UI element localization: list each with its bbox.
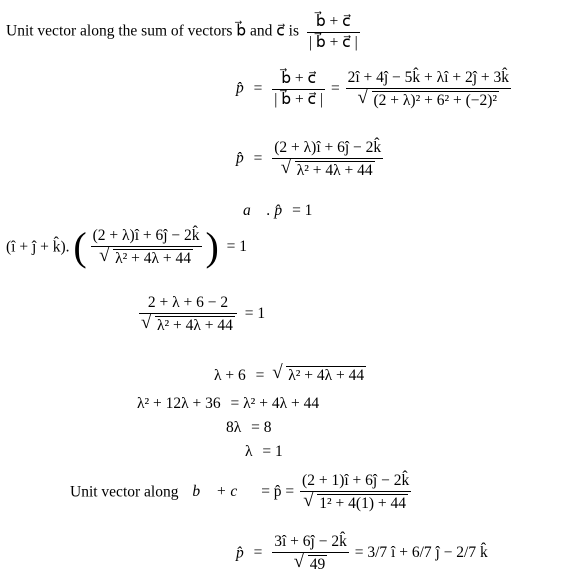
eq5-sqrt [141,316,235,334]
eq5-rhs: = 1 [244,305,266,323]
intro-fraction-num: b⃗ + c⃗ [315,13,351,30]
eq4-close-paren: ) [205,224,219,269]
eq10-sqrt-radicand: 1² + 4(1) + 44 [319,494,406,512]
eq3-rhs: = 1 [292,202,313,219]
equation-7 [137,396,319,412]
eq11-tail: = 3/7 î + 6/7 ĵ − 2/7 k̂ [354,544,488,562]
eq5-num: 2 + λ + 6 − 2 [147,294,229,311]
eq1-fraction-1 [272,71,325,107]
eq4-sqrt-radicand: λ² + 4λ + 44 [115,249,192,267]
eq4-den [91,246,202,267]
eq5-den [139,313,237,334]
eq1-sqrt [358,91,500,109]
equation-10 [70,473,411,511]
eq11-fraction [272,534,349,572]
eq2-lhs: p̂ [236,149,244,167]
eq7-rhs: = λ² + 4λ + 44 [230,395,320,412]
eq10-vector: b⃗ + c⃗ [192,483,250,501]
eq1-frac2-den [346,88,511,109]
equation-6 [214,366,366,384]
eq4-open-paren: ( [73,224,87,269]
eq10-label: Unit vector along [70,483,179,501]
eq8-rhs: = 8 [251,419,272,436]
eq10-fraction [300,473,411,511]
eq11-lhs: p̂ [236,544,244,562]
eq8-lhs: 8λ [226,419,242,436]
eq7-lhs: λ² + 12λ + 36 [137,395,221,412]
eq2-sqrt [281,161,375,179]
eq4-rhs: = 1 [226,238,248,256]
eq11-num: 3î + 6ĵ − 2k̂ [274,533,347,550]
eq2-num: (2 + λ)î + 6ĵ − 2k̂ [274,139,382,156]
equation-11 [236,534,488,572]
eq4-fraction [91,228,202,266]
eq5-sqrt-radicand: λ² + 4λ + 44 [157,316,233,334]
eq1-frac1-num: b⃗ + c⃗ [281,70,317,87]
eq1-fraction-2 [346,70,511,108]
eq2-equals: = [253,149,263,167]
eq2-fraction [272,140,383,178]
eq6-sqrt-radicand: λ² + 4λ + 44 [288,367,365,384]
eq1-frac1-den: | b⃗ + c⃗ | [274,90,324,108]
eq11-equals: = [253,544,263,562]
eq9-rhs: = 1 [262,443,283,460]
eq4-prefix: (î + ĵ + k̂). [6,238,70,256]
intro-line [6,14,360,50]
intro-fraction-den: | b⃗ + c⃗ | [308,33,358,51]
equation-1 [236,70,511,108]
eq10-den [300,491,411,512]
eq4-sqrt [99,249,193,267]
equation-4 [6,224,248,269]
eq2-den [272,158,383,179]
eq4-num: (2 + λ)î + 6ĵ − 2k̂ [92,227,200,244]
eq2-sqrt-radicand: λ² + 4λ + 44 [296,161,373,179]
eq11-sqrt [294,555,328,573]
eq3-lhs: a⃗ . p̂ [243,202,283,219]
eq9-lhs: λ [245,443,253,460]
equation-3 [243,203,312,219]
eq6-lhs: λ + 6 [214,367,246,384]
equation-2 [236,140,383,178]
eq1-equals-2: = [330,79,340,97]
equation-5 [139,295,265,333]
eq1-equals: = [253,79,263,97]
eq10-sqrt [303,494,408,512]
intro-text: Unit vector along the sum of vectors b⃗ and c⃗ is [6,22,299,40]
eq10-num: (2 + 1)î + 6ĵ − 2k̂ [302,472,410,489]
eq10-mid: = p̂ = [261,483,295,501]
equation-9 [245,444,283,460]
intro-fraction [307,14,360,50]
eq1-lhs: p̂ [236,79,244,97]
eq11-sqrt-radicand: 49 [309,555,326,573]
eq11-den [272,552,349,573]
eq1-sqrt-radicand: (2 + λ)² + 6² + (−2)² [373,91,498,109]
eq1-frac2-num: 2î + 4ĵ − 5k̂ + λî + 2ĵ + 3k̂ [347,69,510,86]
eq5-fraction [139,295,237,333]
eq6-sqrt [272,366,366,384]
eq6-equals: = [255,367,265,384]
equation-8 [226,420,272,436]
